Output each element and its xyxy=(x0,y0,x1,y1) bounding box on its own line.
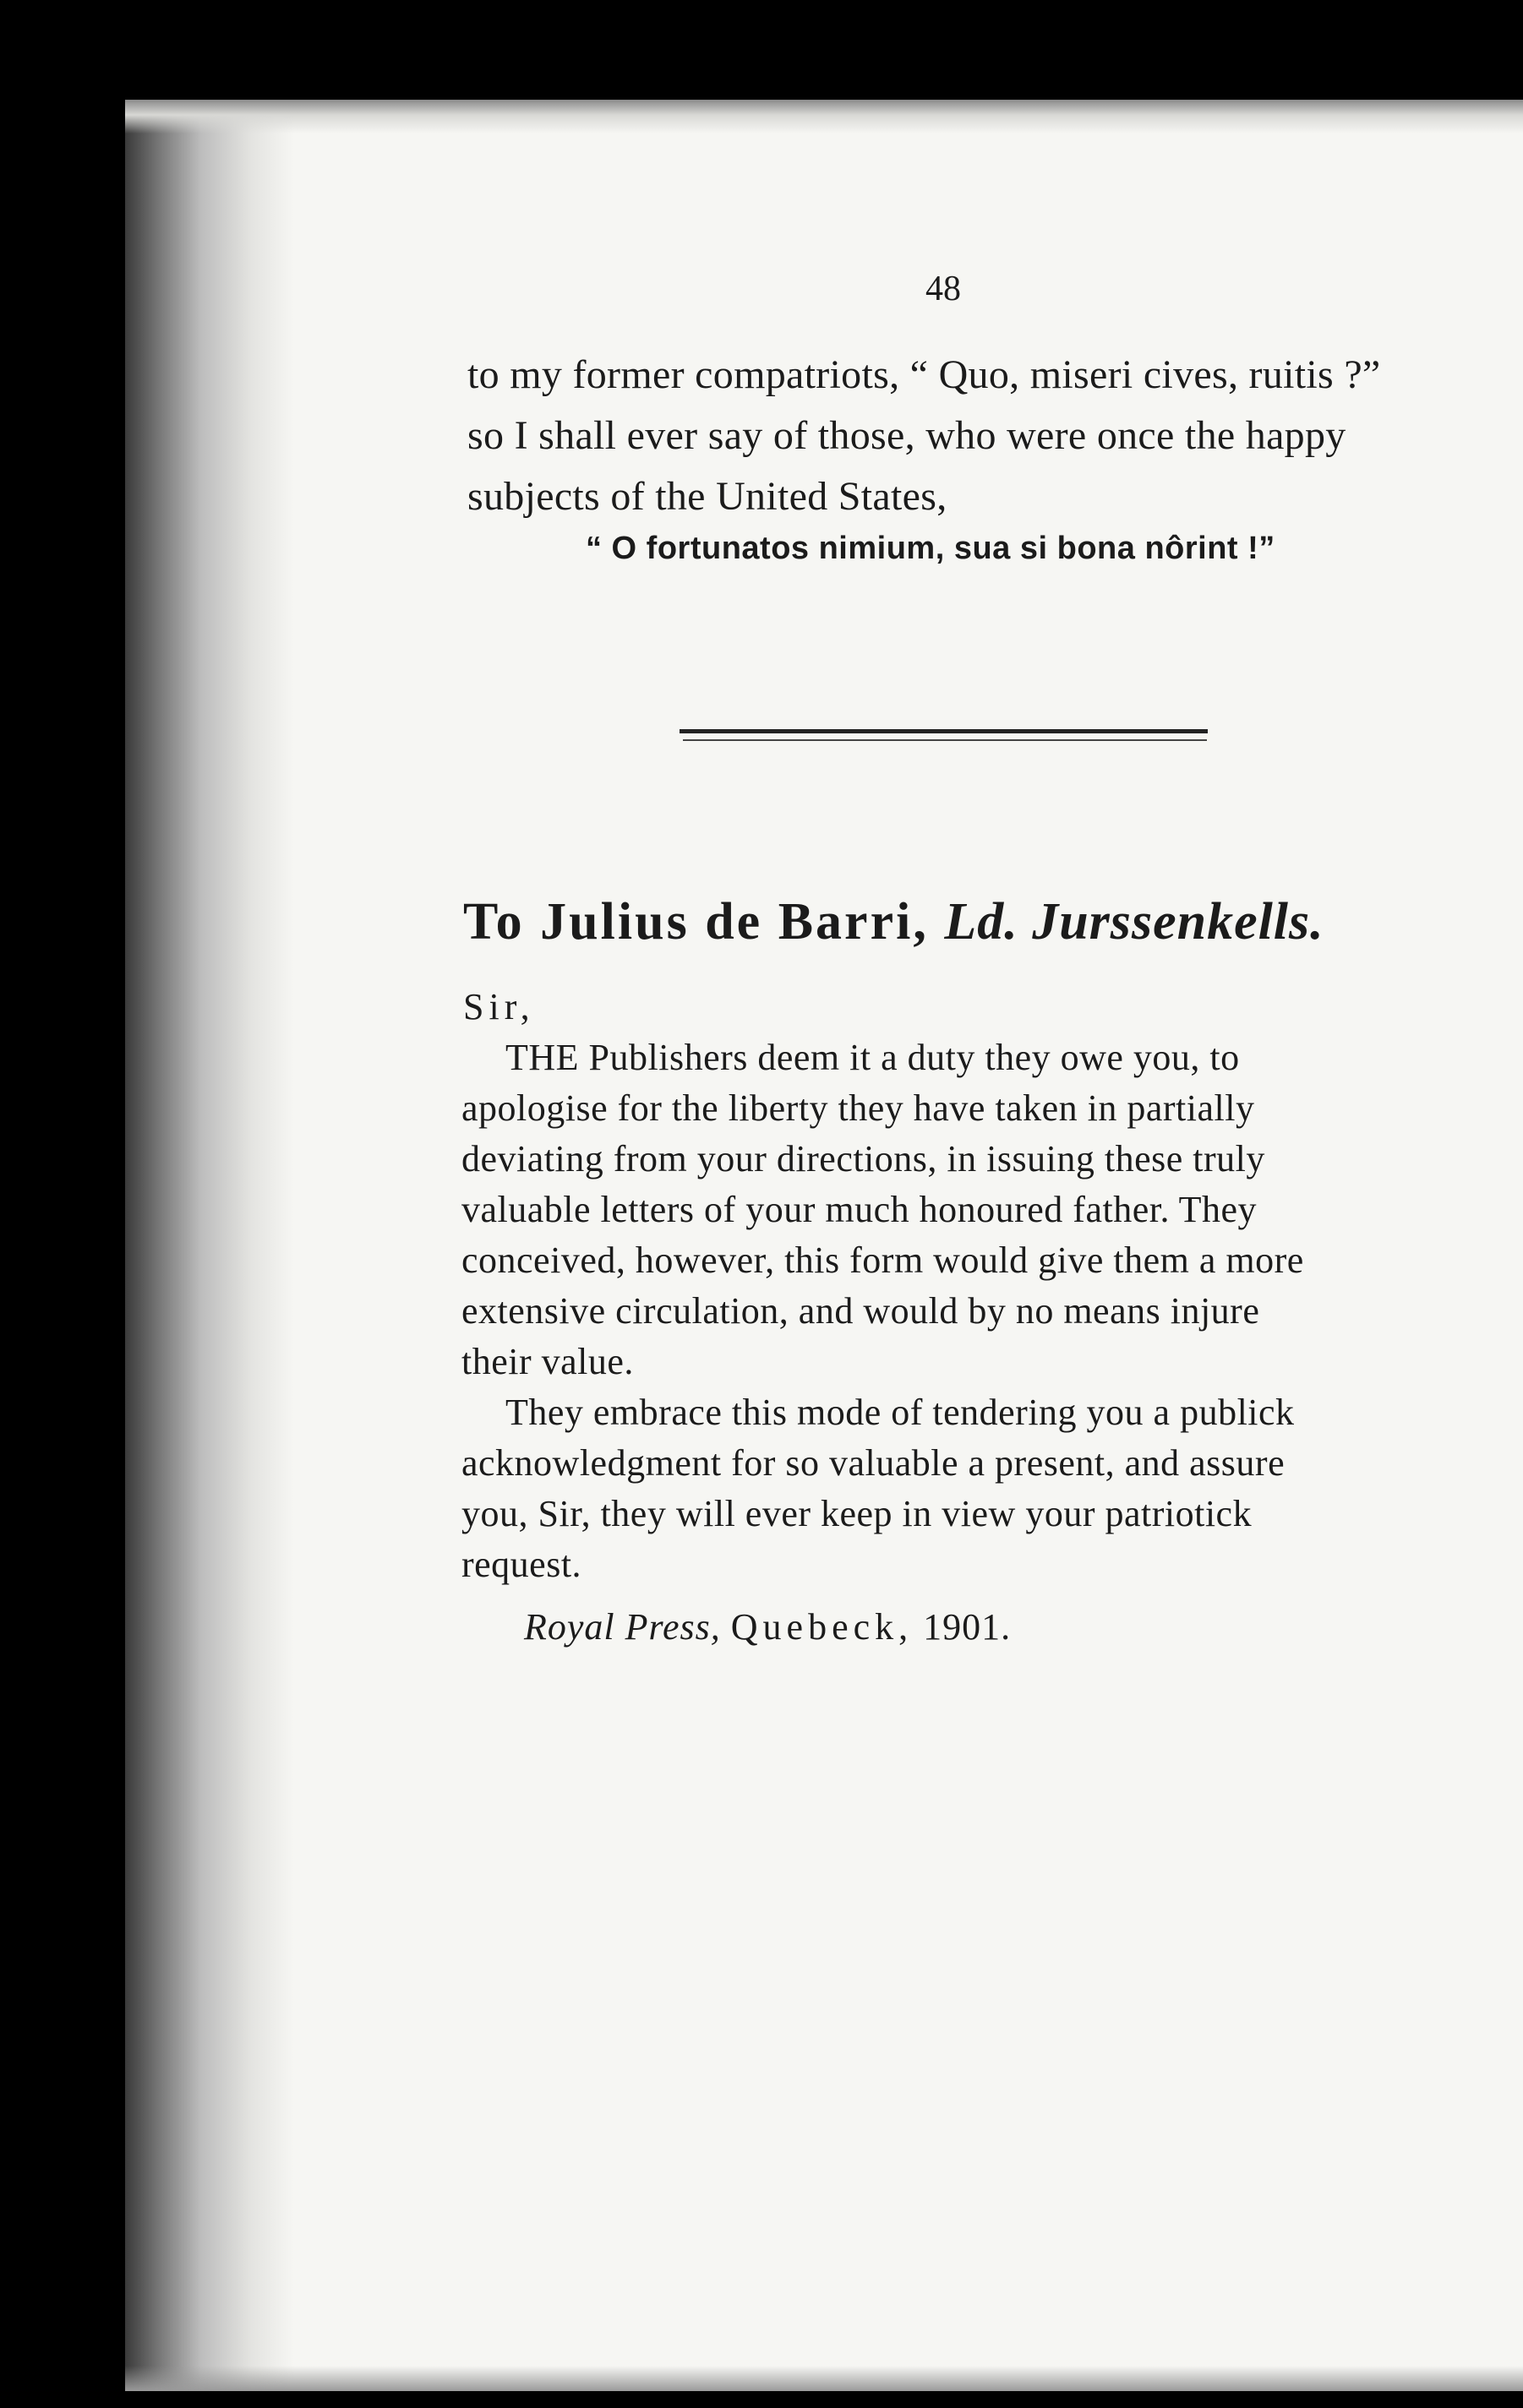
letter-line: extensive circulation, and would by no means injure xyxy=(461,1290,1260,1332)
letter-line: apologise for the liberty they have taken in partially xyxy=(461,1087,1255,1129)
signature-press: Royal Press, xyxy=(524,1606,721,1648)
page-bottom-edge xyxy=(125,2366,1523,2391)
letter-heading xyxy=(463,892,1324,952)
latin-quote: “ O fortunatos nimium, sua si bona nôrint !” xyxy=(586,531,1275,566)
letter-line: their value. xyxy=(461,1341,634,1382)
page-top-edge xyxy=(125,100,1523,133)
paragraph-line: to my former compatriots, “ Quo, miseri cives, ruitis ?” xyxy=(467,352,1381,397)
paragraph-line: subjects of the United States, xyxy=(467,474,947,519)
book-page xyxy=(125,100,1523,2391)
letter-line: deviating from your directions, in issuing these truly xyxy=(461,1138,1265,1179)
signature-line xyxy=(524,1605,1011,1648)
section-divider-thin xyxy=(683,739,1207,741)
signature-place: Quebeck, xyxy=(730,1606,914,1648)
letter-line: you, Sir, they will ever keep in view your patriotick xyxy=(461,1493,1253,1534)
heading-name: To Julius de Barri, xyxy=(463,893,945,951)
salutation: Sir, xyxy=(463,986,535,1027)
letter-line: conceived, however, this form would give them a more xyxy=(461,1239,1304,1281)
paragraph-line: so I shall ever say of those, who were once the happy xyxy=(467,413,1346,458)
letter-line: THE Publishers deem it a duty they owe you, to xyxy=(505,1037,1240,1078)
binding-gutter xyxy=(125,100,294,2391)
signature-year: 1901. xyxy=(923,1606,1012,1648)
letter-line: request. xyxy=(461,1544,582,1585)
page-number: 48 xyxy=(925,270,961,308)
heading-title: Ld. Jurssenkells. xyxy=(944,893,1324,951)
letter-line: acknowledgment for so valuable a present, and assure xyxy=(461,1442,1286,1484)
section-divider xyxy=(680,729,1208,733)
letter-line: valuable letters of your much honoured father. They xyxy=(461,1189,1258,1230)
letter-line: They embrace this mode of tendering you a publick xyxy=(505,1392,1295,1433)
